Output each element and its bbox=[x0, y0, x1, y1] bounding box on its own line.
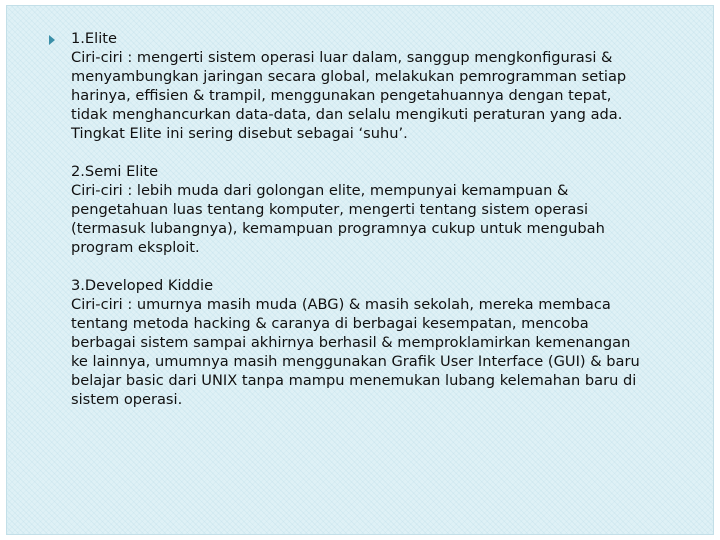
slide-content bbox=[71, 29, 696, 428]
section-elite bbox=[71, 29, 696, 143]
section-developed-kiddie bbox=[71, 276, 696, 409]
triangle-right-icon bbox=[49, 35, 55, 45]
section-body: Ciri-ciri : mengerti sistem operasi luar dalam, sanggup mengkonfigurasi & menyambungkan jaringan secara global, melakukan pemrogramman setiap harinya, effisien & trampil, menggunakan pengetahuannya dengan tepat, tidak menghancurkan data-data, dan selalu mengikuti peraturan yang ada. Tingkat Elite ini sering disebut sebagai ‘suhu’. bbox=[71, 49, 627, 142]
section-heading: 3.Developed Kiddie bbox=[71, 277, 214, 294]
section-body: Ciri-ciri : umurnya masih muda (ABG) & masih sekolah, mereka membaca tentang metoda hacking & caranya di berbagai kesempatan, mencoba berbagai sistem sampai akhirnya berhasil & memproklamirkan kemenangan ke lainnya, umumnya masih menggunakan Grafik User Interface (GUI) & baru belajar basic dari UNIX tanpa mampu menemukan lubang kelemahan baru di sistem operasi. bbox=[71, 296, 640, 408]
section-heading: 2.Semi Elite bbox=[71, 163, 159, 180]
section-body: Ciri-ciri : lebih muda dari golongan elite, mempunyai kemampuan & pengetahuan luas tentang komputer, mengerti tentang sistem operasi (termasuk lubangnya), kemampuan programnya cukup untuk mengubah program eksploit. bbox=[71, 182, 605, 256]
section-semi-elite bbox=[71, 162, 696, 257]
section-heading: 1.Elite bbox=[71, 30, 117, 47]
